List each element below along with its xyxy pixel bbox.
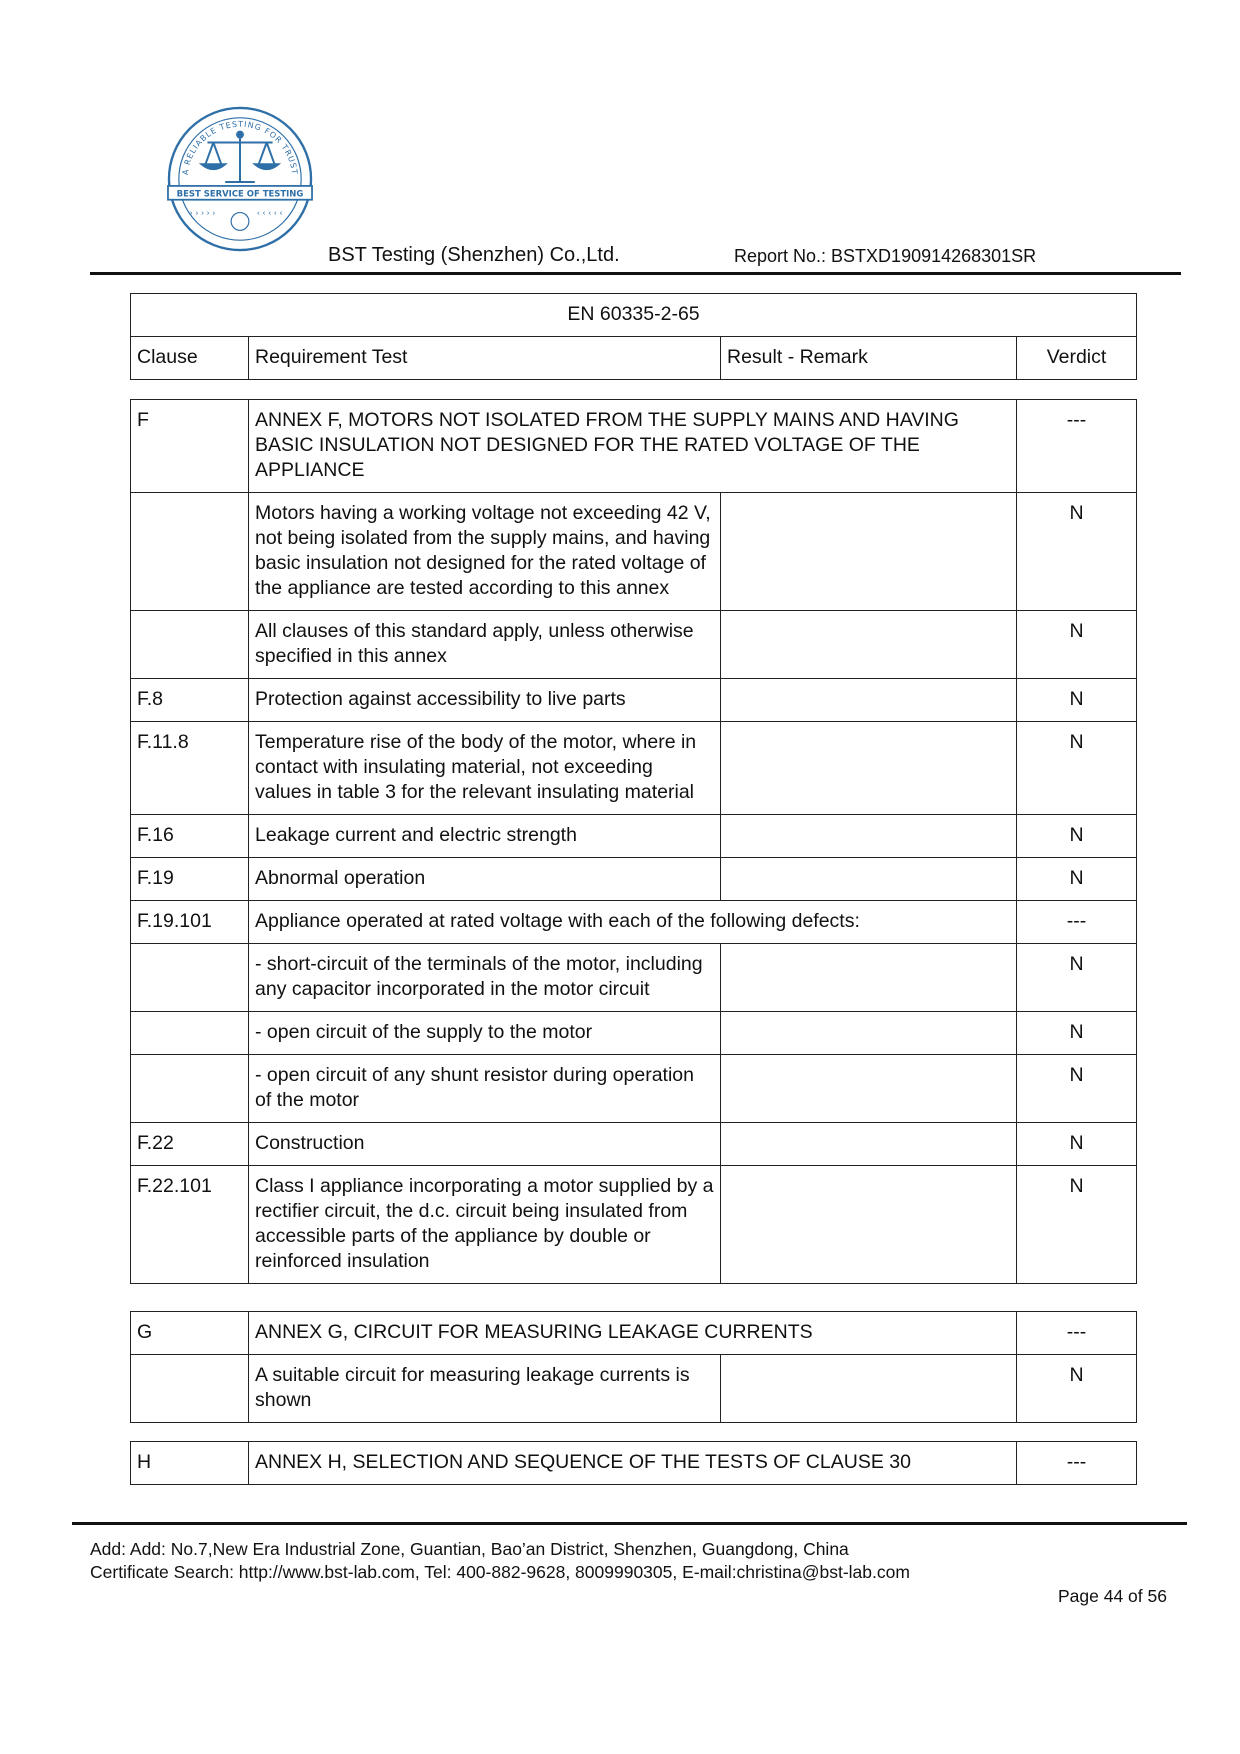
requirement-cell: Leakage current and electric strength — [249, 815, 721, 858]
standard-name: EN 60335-2-65 — [131, 294, 1137, 337]
annex-f-table — [130, 399, 1137, 1284]
clause-cell: F.11.8 — [131, 722, 249, 815]
verdict-cell: --- — [1017, 901, 1137, 944]
table-row — [131, 611, 1137, 679]
table-row — [131, 493, 1137, 611]
requirement-cell: ANNEX F, MOTORS NOT ISOLATED FROM THE SUPPLY MAINS AND HAVING BASIC INSULATION NOT DESIGNED FOR THE RATED VOLTAGE OF THE APPLIANCE — [249, 400, 1017, 493]
table-row — [131, 1312, 1137, 1355]
requirement-cell: Appliance operated at rated voltage with each of the following defects: — [249, 901, 1017, 944]
clause-cell — [131, 1355, 249, 1423]
requirement-cell: Class I appliance incorporating a motor supplied by a rectifier circuit, the d.c. circuit being insulated from accessible parts of the appliance by double or reinforced insulation — [249, 1166, 721, 1284]
footer-contact: Certificate Search: http://www.bst-lab.com, Tel: 400-882-9628, 8009990305, E-mail:christina@bst-lab.com — [90, 1562, 910, 1582]
result-cell — [721, 1355, 1017, 1423]
clause-cell: F.19.101 — [131, 901, 249, 944]
verdict-cell: N — [1017, 944, 1137, 1012]
clause-cell: H — [131, 1442, 249, 1485]
verdict-cell: N — [1017, 1166, 1137, 1284]
result-cell — [721, 1012, 1017, 1055]
requirement-cell: All clauses of this standard apply, unless otherwise specified in this annex — [249, 611, 721, 679]
verdict-cell: N — [1017, 1123, 1137, 1166]
verdict-cell: N — [1017, 1355, 1137, 1423]
clause-cell — [131, 1055, 249, 1123]
requirement-cell: - open circuit of any shunt resistor during operation of the motor — [249, 1055, 721, 1123]
clause-cell — [131, 944, 249, 1012]
logo-band-text: BEST SERVICE OF TESTING — [176, 188, 304, 199]
footer-address: Add: Add: No.7,New Era Industrial Zone, Guantian, Bao’an District, Shenzhen, Guangdong, China — [90, 1539, 849, 1559]
clause-cell — [131, 1012, 249, 1055]
verdict-cell: N — [1017, 858, 1137, 901]
clause-cell: G — [131, 1312, 249, 1355]
table-row — [131, 679, 1137, 722]
result-cell — [721, 1123, 1017, 1166]
verdict-cell: N — [1017, 611, 1137, 679]
clause-cell — [131, 493, 249, 611]
clause-cell: F — [131, 400, 249, 493]
table-row — [131, 1355, 1137, 1423]
requirement-cell: Temperature rise of the body of the motor, where in contact with insulating material, not exceeding values in table 3 for the relevant insulating material — [249, 722, 721, 815]
svg-text:‹ ‹ ‹ ‹ ‹: ‹ ‹ ‹ ‹ ‹ — [256, 208, 283, 218]
table-row — [131, 722, 1137, 815]
result-cell — [721, 722, 1017, 815]
verdict-cell: --- — [1017, 1442, 1137, 1485]
clause-cell — [131, 611, 249, 679]
requirement-cell: Motors having a working voltage not exceeding 42 V, not being isolated from the supply mains, and having basic insulation not designed for the rated voltage of the appliance are tested according to this annex — [249, 493, 721, 611]
verdict-cell: N — [1017, 493, 1137, 611]
requirement-cell: A suitable circuit for measuring leakage currents is shown — [249, 1355, 721, 1423]
result-cell — [721, 1166, 1017, 1284]
verdict-cell: N — [1017, 815, 1137, 858]
report-number: Report No.: BSTXD190914268301SR — [734, 246, 1037, 266]
standard-header-table — [130, 293, 1137, 380]
table-row — [131, 1123, 1137, 1166]
requirement-cell: - open circuit of the supply to the motor — [249, 1012, 721, 1055]
requirement-cell: Construction — [249, 1123, 721, 1166]
result-cell — [721, 944, 1017, 1012]
result-cell — [721, 858, 1017, 901]
page-number: Page 44 of 56 — [1058, 1586, 1167, 1606]
scales-of-justice-icon — [202, 132, 279, 182]
column-header-clause: Clause — [131, 337, 249, 380]
column-header-verdict: Verdict — [1017, 337, 1137, 380]
clause-cell: F.16 — [131, 815, 249, 858]
clause-cell: F.19 — [131, 858, 249, 901]
verdict-cell: N — [1017, 722, 1137, 815]
verdict-cell: N — [1017, 679, 1137, 722]
table-row — [131, 1012, 1137, 1055]
requirement-cell: ANNEX H, SELECTION AND SEQUENCE OF THE TESTS OF CLAUSE 30 — [249, 1442, 1017, 1485]
table-row — [131, 858, 1137, 901]
clause-cell: F.8 — [131, 679, 249, 722]
requirement-cell: Protection against accessibility to live parts — [249, 679, 721, 722]
table-row — [131, 400, 1137, 493]
annex-h-table — [130, 1441, 1137, 1485]
verdict-cell: --- — [1017, 1312, 1137, 1355]
column-header-requirement: Requirement Test — [249, 337, 721, 380]
svg-text:› › › › ›: › › › › › — [189, 208, 216, 218]
annex-g-table — [130, 1311, 1137, 1423]
table-row — [131, 1442, 1137, 1485]
table-row — [131, 815, 1137, 858]
table-row — [131, 944, 1137, 1012]
requirement-cell: ANNEX G, CIRCUIT FOR MEASURING LEAKAGE CURRENTS — [249, 1312, 1017, 1355]
table-row — [131, 1166, 1137, 1284]
requirement-cell: Abnormal operation — [249, 858, 721, 901]
verdict-cell: N — [1017, 1055, 1137, 1123]
header-divider — [90, 272, 1181, 275]
table-row — [131, 1055, 1137, 1123]
requirement-cell: - short-circuit of the terminals of the motor, including any capacitor incorporated in the motor circuit — [249, 944, 721, 1012]
clause-cell: F.22.101 — [131, 1166, 249, 1284]
clause-cell: F.22 — [131, 1123, 249, 1166]
verdict-cell: --- — [1017, 400, 1137, 493]
table-row — [131, 901, 1137, 944]
result-cell — [721, 1055, 1017, 1123]
result-cell — [721, 611, 1017, 679]
result-cell — [721, 815, 1017, 858]
footer-divider — [72, 1522, 1187, 1525]
result-cell — [721, 493, 1017, 611]
logo-ring-text: A RELIABLE TESTING FOR TRUST — [180, 119, 300, 176]
verdict-cell: N — [1017, 1012, 1137, 1055]
result-cell — [721, 679, 1017, 722]
company-name: BST Testing (Shenzhen) Co.,Ltd. — [328, 244, 620, 266]
column-header-result: Result - Remark — [721, 337, 1017, 380]
company-logo — [166, 105, 314, 253]
